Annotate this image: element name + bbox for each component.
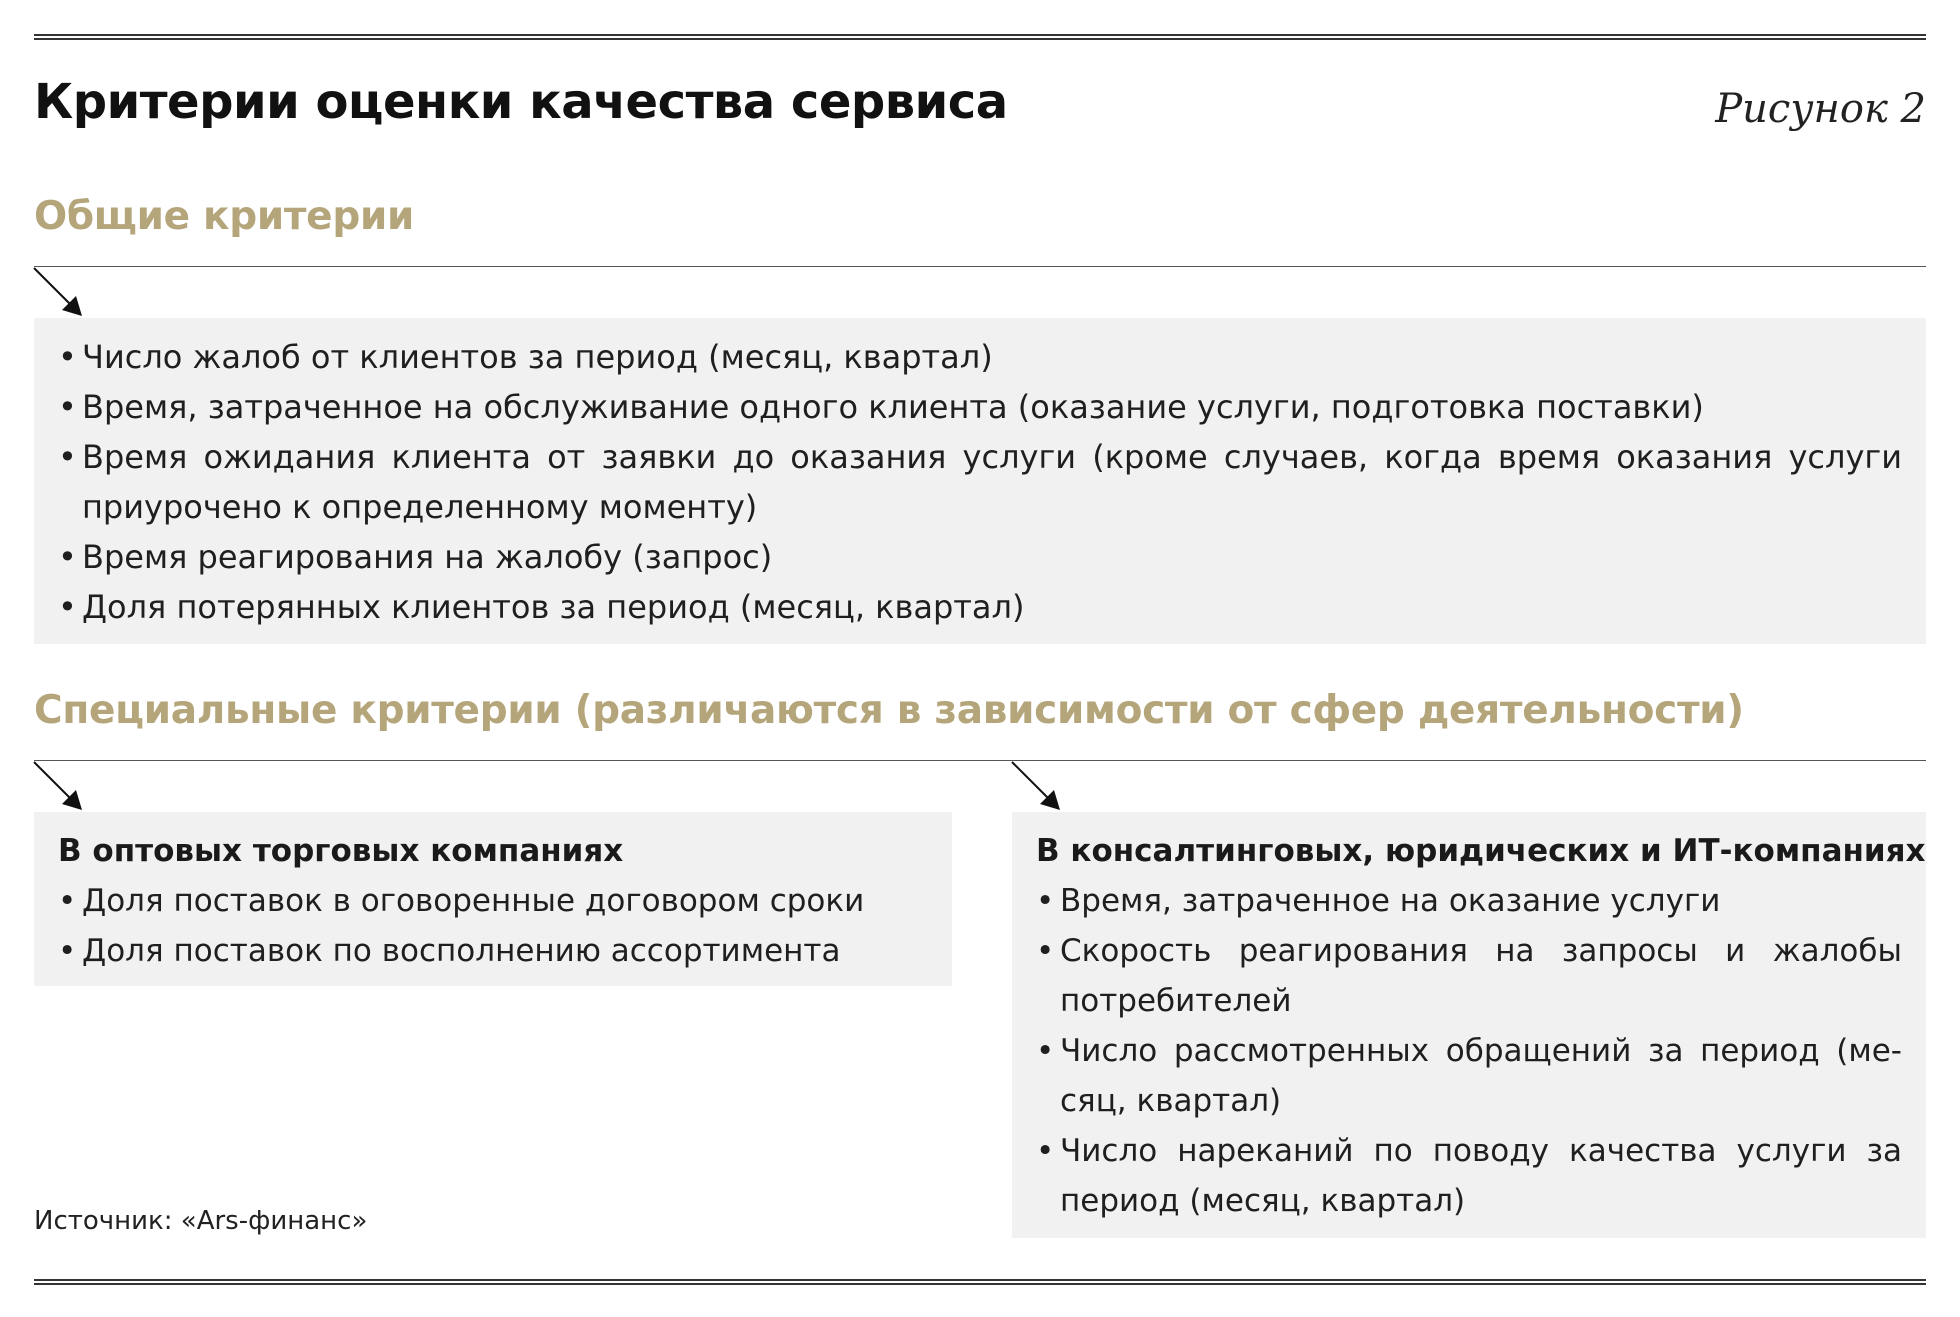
wholesale-criteria-box <box>34 812 952 986</box>
list-item: • Время, затраченное на оказание услуги <box>1036 876 1902 926</box>
list-item: • Скорость реагирования на запросы и жалобы потребителей <box>1036 926 1902 1026</box>
wholesale-criteria-list <box>58 876 928 976</box>
arrow-down-right-icon <box>1010 760 1070 820</box>
list-item: • Время, затраченное на обслуживание одного клиента (оказание услуги, подготовка поставки) <box>58 382 1902 432</box>
list-item: • Доля потерянных клиентов за период (месяц, квартал) <box>58 582 1902 632</box>
general-criteria-list <box>58 332 1902 632</box>
source-note: Источник: «Ars-финанс» <box>34 1206 368 1236</box>
arrow-down-right-icon <box>32 266 92 326</box>
bottom-double-rule <box>34 1279 1926 1285</box>
wholesale-box-title: В оптовых торговых компаниях <box>58 833 624 869</box>
figure-number-label: Рисунок 2 <box>1715 86 1926 132</box>
list-item: • Время ожидания клиента от заявки до оказания услуги (кроме случаев, когда время оказания услуги приурочено к определенному моменту) <box>58 432 1902 532</box>
consulting-criteria-list <box>1036 876 1902 1226</box>
general-criteria-box <box>34 318 1926 644</box>
list-item: • Доля поставок в оговоренные договором сроки <box>58 876 928 926</box>
arrow-down-right-icon <box>32 760 92 820</box>
list-item: • Доля поставок по восполнению ассортимента <box>58 926 928 976</box>
figure-title: Критерии оценки качества сервиса <box>34 74 1008 130</box>
consulting-box-title: В консалтинговых, юридических и ИТ-компаниях <box>1036 833 1926 869</box>
special-criteria-heading: Специальные критерии (различаются в зависимости от сфер деятельности) <box>34 688 1744 733</box>
list-item: • Число нареканий по поводу качества услуги за период (месяц, квартал) <box>1036 1126 1902 1226</box>
list-item: • Время реагирования на жалобу (запрос) <box>58 532 1902 582</box>
list-item: • Число рассмотренных обращений за период (ме-сяц, квартал) <box>1036 1026 1902 1126</box>
special-section-rule <box>34 760 1926 761</box>
top-double-rule <box>34 34 1926 40</box>
consulting-criteria-box <box>1012 812 1926 1238</box>
general-criteria-heading: Общие критерии <box>34 194 414 239</box>
list-item: • Число жалоб от клиентов за период (месяц, квартал) <box>58 332 1902 382</box>
general-section-rule <box>34 266 1926 267</box>
